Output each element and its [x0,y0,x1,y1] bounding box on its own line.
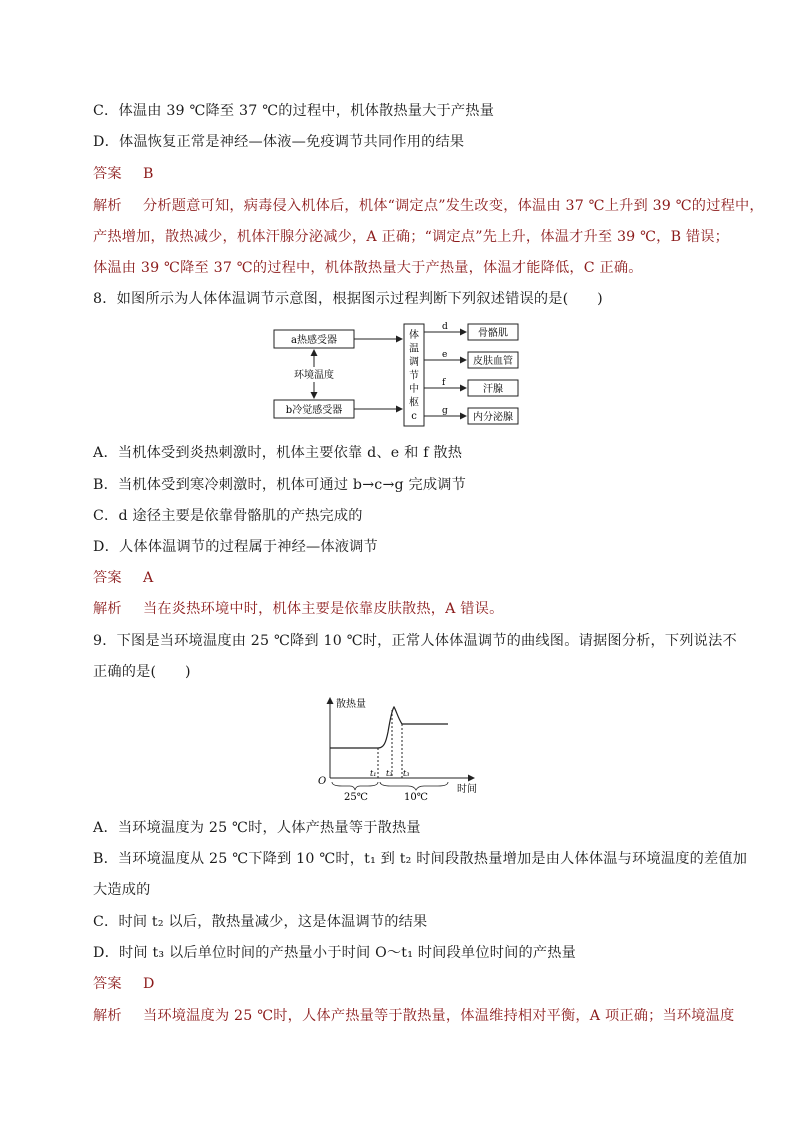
q9-stem-line-2: 正确的是( ) [93,664,191,680]
q7-option-c: C．体温由 39 ℃降至 37 ℃的过程中，机体散热量大于产热量 [93,103,495,119]
tick-t2: t₂ [386,769,393,778]
origin-label: O [318,776,327,787]
q7-answer [93,164,154,184]
tick-t3: t₃ [403,769,410,778]
target-skin-vessels: 皮肤血管 [473,356,513,367]
q9-option-c: C．时间 t₂ 以后，散热量减少，这是体温调节的结果 [93,914,428,930]
analysis-text: 当环境温度为 25 ℃时，人体产热量等于散热量，体温维持相对平衡，A 项正确；当环境温度 [143,1008,735,1024]
arrow-label-e: e [442,350,448,360]
center-label-char: 节 [409,370,419,382]
answer-label: 答案 [93,976,122,992]
thermoregulation-diagram [270,320,530,430]
phase-brace-right [380,782,448,790]
arrow-label-g: g [442,406,448,416]
q8-answer [93,568,153,588]
arrow-label-f: f [442,378,446,388]
q9-option-b-line-2: 大造成的 [93,882,151,898]
analysis-label: 解析 [93,601,122,617]
center-label-char: 调 [409,357,419,368]
q7-option-d: D．体温恢复正常是神经—体液—免疫调节共同作用的结果 [93,134,465,150]
phase-brace-left [332,782,378,790]
answer-value: D [143,976,155,992]
center-label-char: 中 [409,384,419,395]
heat-dissipation-curve [330,707,448,748]
analysis-text: 当在炎热环境中时，机体主要是依靠皮肤散热，A 错误。 [143,601,504,617]
q8-option-b: B．当机体受到寒冷刺激时，机体可通过 b→c→g 完成调节 [93,477,467,493]
analysis-label: 解析 [93,1008,122,1024]
q9-option-d: D．时间 t₃ 以后单位时间的产热量小于时间 O～t₁ 时间段单位时间的产热量 [93,945,577,961]
env-temp-label: 环境温度 [294,370,334,381]
q8-analysis [93,599,503,619]
q9-option-b-line-1: B．当环境温度从 25 ℃下降到 10 ℃时，t₁ 到 t₂ 时间段散热量增加是由人体体温与环境温度的差值加 [93,851,748,867]
q9-answer [93,974,155,994]
q7-analysis-line-1 [93,196,764,216]
q7-analysis-line-2: 产热增加，散热减少，机体汗腺分泌减少，A 正确；“调定点”先上升，体温才升至 39 ℃，B 错误； [93,229,730,245]
q8-stem: 8．如图所示为人体体温调节示意图，根据图示过程判断下列叙述错误的是( ) [93,291,603,307]
center-label-char: 温 [409,343,419,355]
box-a-label: a热感受器 [291,335,337,346]
center-label-char: 体 [409,330,419,341]
answer-label: 答案 [93,570,122,586]
target-skeletal-muscle: 骨骼肌 [478,328,508,339]
phase-right-label: 10℃ [404,792,428,803]
q9-option-a: A．当环境温度为 25 ℃时，人体产热量等于散热量 [93,820,421,836]
target-sweat-gland: 汗腺 [483,384,503,395]
q9-analysis-line-1 [93,1006,734,1026]
answer-value: A [143,570,154,586]
tick-t1: t₁ [370,769,377,778]
analysis-label: 解析 [93,198,122,214]
answer-value: B [143,166,154,182]
y-axis-label: 散热量 [336,699,366,710]
center-label-char: c [411,411,417,422]
q7-analysis-line-3: 体温由 39 ℃降至 37 ℃的过程中，机体散热量大于产热量，体温才能降低，C 正确。 [93,260,643,276]
box-b-label: b冷觉感受器 [285,405,343,416]
phase-left-label: 25℃ [344,792,368,803]
q9-stem-line-1: 9．下图是当环境温度由 25 ℃降到 10 ℃时，正常人体体温调节的曲线图。请据图分析，下列说法不 [93,633,737,649]
x-axis-label: 时间 [457,784,477,795]
target-endocrine-gland: 内分泌腺 [473,412,513,423]
q8-option-c: C．d 途径主要是依靠骨骼肌的产热完成的 [93,508,363,524]
analysis-text: 分析题意可知，病毒侵入机体后，机体“调定点”发生改变，体温由 37 ℃上升到 39 ℃的过程中， [143,198,764,214]
heat-dissipation-chart [312,692,492,804]
q8-option-d: D．人体体温调节的过程属于神经—体液调节 [93,539,378,555]
answer-label: 答案 [93,166,122,182]
arrow-label-d: d [442,322,448,332]
center-label-char: 枢 [409,397,419,409]
q8-option-a: A．当机体受到炎热刺激时，机体主要依靠 d、e 和 f 散热 [93,445,463,461]
